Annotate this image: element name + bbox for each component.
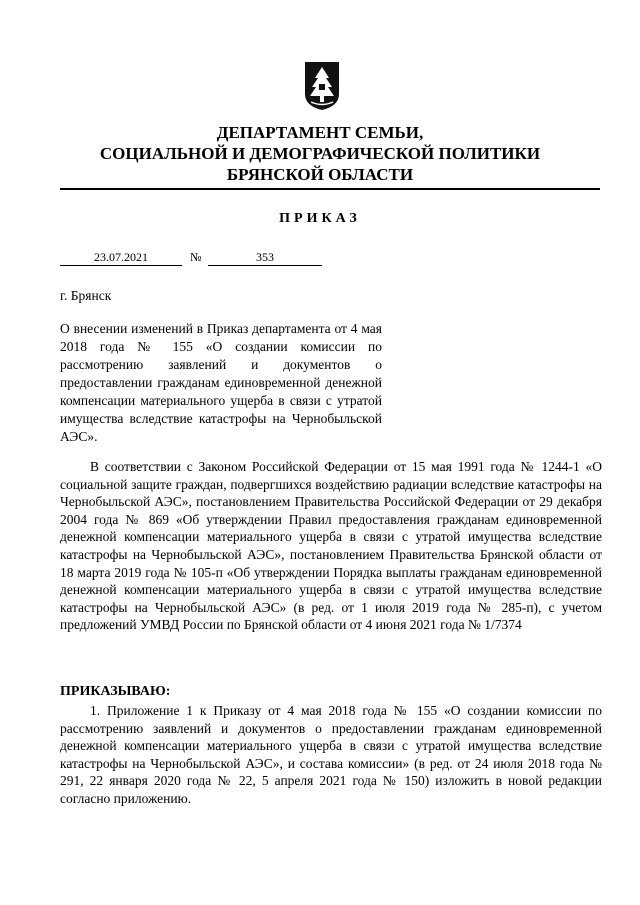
number-sign: №: [190, 250, 202, 264]
header-divider: [60, 188, 600, 190]
order-subject: О внесении изменений в Приказ департамента от 4 мая 2018 года № 155 «О создании комиссии по рассмотрению заявлений и документов о предоставлении гражданам единовременной денежной компенсации материального ущерба в связи с утратой имущества вследствие катастрофы на Чернобыльской АЭС».: [60, 321, 382, 444]
coat-of-arms-icon: [303, 60, 341, 112]
preamble-paragraph: В соответствии с Законом Российской Федерации от 15 мая 1991 года № 1244-1 «О социальной защите граждан, подвергшихся воздействию радиации вследствие катастрофы на Чернобыльской АЭС», постановлением Правительства Российской Федерации от 29 декабря 2004 года № 869 «Об утверждении Правил предоставления гражданам единовременной денежной компенсации материального ущерба в связи с утратой имущества вследствие катастрофы на Чернобыльской АЭС», постановлением Правительства Брянской области от 18 марта 2019 года № 105-п «Об утверждении Порядка выплаты гражданам единовременной денежной компенсации материального ущерба в связи с утратой имущества вследствие катастрофы на Чернобыльской АЭС» (в ред. от 1 июля 2019 года № 285-п), с учетом предложений УМВД России по Брянской области от 4 июня 2021 года № 1/7374: [60, 459, 602, 633]
city-name: г. Брянск: [60, 288, 112, 303]
header-line-3: БРЯНСКОЙ ОБЛАСТИ: [226, 165, 414, 184]
header-line-1: ДЕПАРТАМЕНТ СЕМЬИ,: [216, 123, 424, 142]
order-heading: ПРИКАЗЫВАЮ:: [60, 684, 171, 699]
order-date: 23.07.2021: [60, 250, 182, 266]
document-title: ПРИКАЗ: [279, 211, 361, 226]
order-item-1: 1. Приложение 1 к Приказу от 4 мая 2018 года № 155 «О создании комиссии по рассмотрению заявлений и документов о предоставлении гражданам единовременной денежной компенсации материального ущерба в связи с утратой имущества вследствие катастрофы на Чернобыльской АЭС», и состава комиссии» (в ред. от 24 июля 2018 года № 291, 22 января 2020 года № 22, 5 апреля 2021 года № 150) изложить в новой редакции согласно приложению.: [60, 703, 602, 806]
header-line-2: СОЦИАЛЬНОЙ И ДЕМОГРАФИЧЕСКОЙ ПОЛИТИКИ: [99, 144, 541, 163]
order-number: 353: [208, 250, 322, 266]
department-header: [60, 122, 580, 185]
